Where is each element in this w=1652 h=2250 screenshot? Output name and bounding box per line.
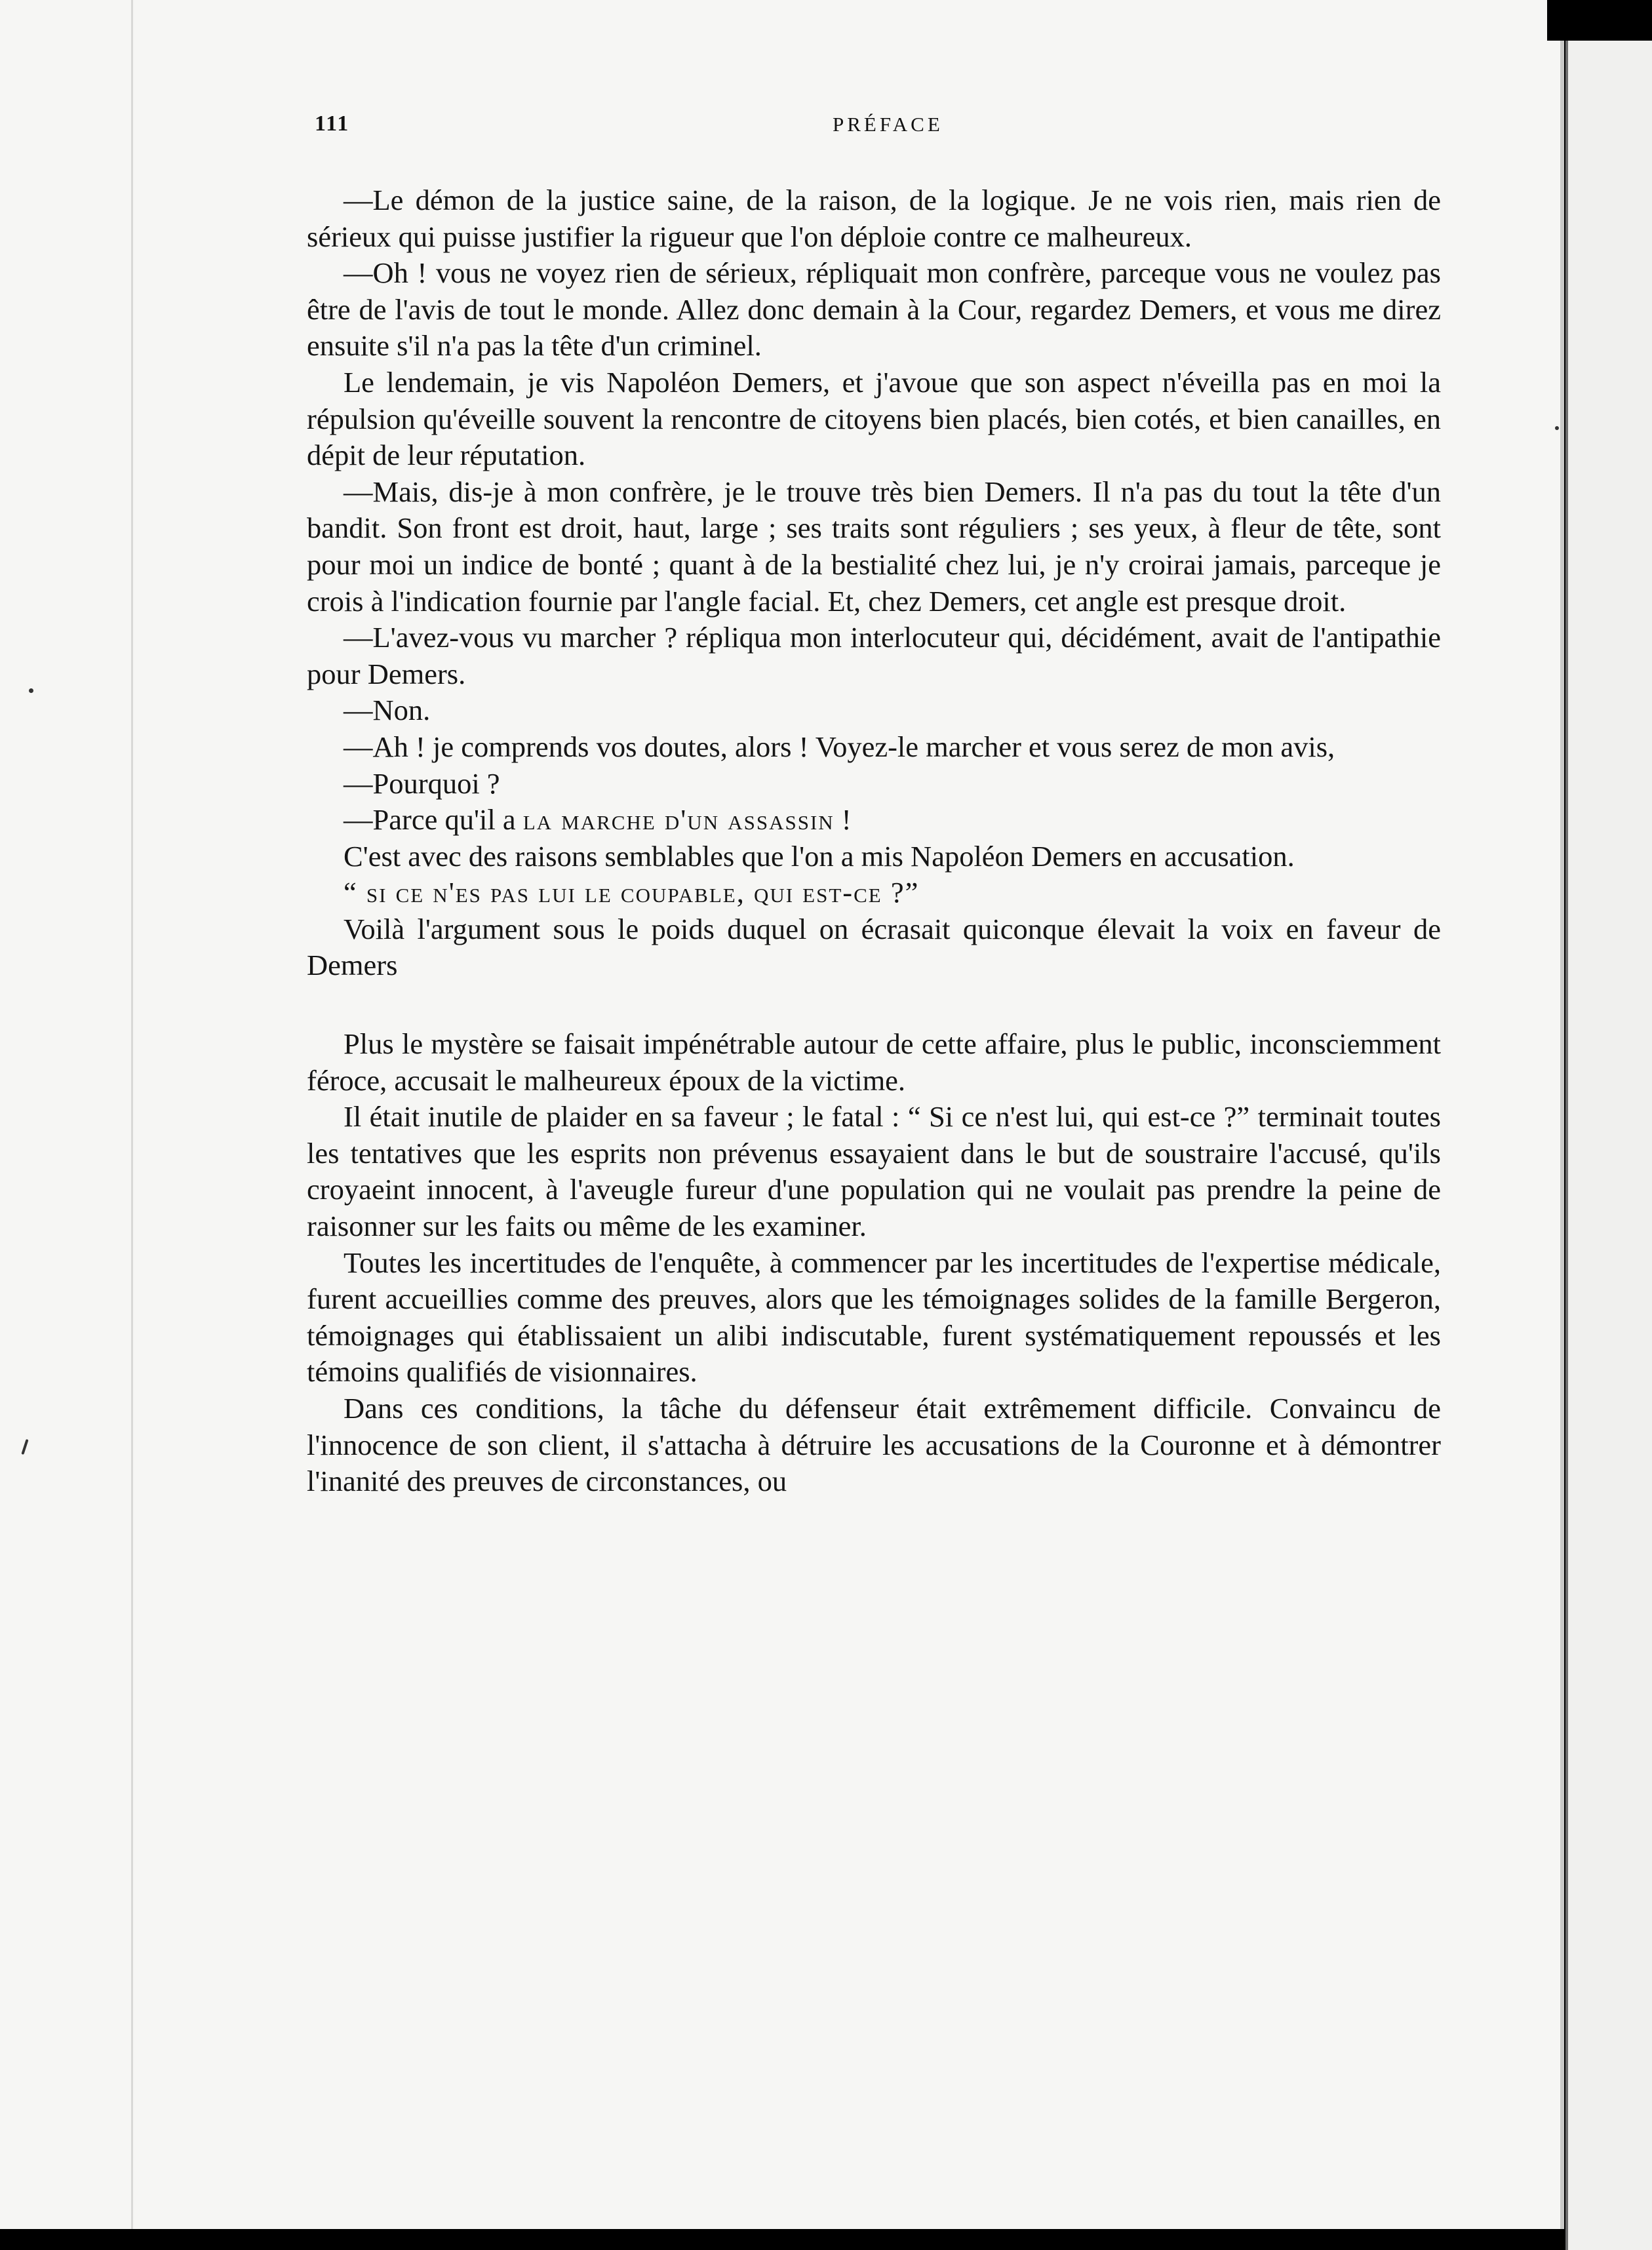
paragraph-text: —Non. xyxy=(344,694,431,727)
paragraph-text: Le lendemain, je vis Napoléon Demers, et j'avoue que son aspect n'éveilla pas en moi la répulsion qu'éveille souvent la rencontre de citoyens bien placés, bien cotés, et bien canailles, en dépit de leur réputation. xyxy=(307,365,1441,472)
paragraph xyxy=(307,911,1441,984)
paragraph xyxy=(307,729,1441,766)
body-text xyxy=(307,182,1441,1500)
paragraph xyxy=(307,875,1441,911)
paragraph xyxy=(307,766,1441,802)
running-header xyxy=(315,111,1429,151)
small-caps-text: la marche d'un assassin xyxy=(522,803,835,837)
paragraph xyxy=(307,182,1441,255)
page-edge-line xyxy=(131,0,133,2229)
paragraph-text: C'est avec des raisons semblables que l'on a mis Napoléon Demers en accusation. xyxy=(344,839,1295,873)
paragraph-text: —Pourquoi ? xyxy=(344,766,500,800)
paragraph-text: —Oh ! vous ne voyez rien de sérieux, répliquait mon confrère, parceque vous ne voulez pas être de l'avis de tout le monde. Allez donc demain à la Cour, regardez Demers, et vous me direz ensuite s'il n'a pas la tête d'un criminel. xyxy=(307,256,1441,363)
paragraph-text: —Parce qu'il a xyxy=(344,803,523,837)
paragraph-text: Il était inutile de plaider en sa faveur ; le fatal : “ Si ce n'est lui, qui est-ce ?” terminait toutes les tentatives que les esprits non prévenus essayaient dans le but de soustraire l'accusé, qu'ils croyaeint innocent, à l'aveugle fureur d'une population qui ne voulait pas prendre la peine de raisonner sur les faits ou même de les examiner. xyxy=(307,1100,1441,1243)
scan-corner xyxy=(1547,0,1652,41)
paragraph-text: —Mais, dis-je à mon confrère, je le trouve très bien Demers. Il n'a pas du tout la tête d'un bandit. Son front est droit, haut, large ; ses traits sont réguliers ; ses yeux, à fleur de tête, sont pour moi un indice de bonté ; quant à de la bestialité chez lui, je n'y croirai jamais, parceque je crois à l'indication fournie par l'angle facial. Et, chez Demers, cet angle est presque droit. xyxy=(307,475,1441,618)
paragraph-text: ! xyxy=(834,803,852,837)
running-title: PRÉFACE xyxy=(833,113,943,136)
scan-speck xyxy=(21,1439,28,1455)
paragraph xyxy=(307,839,1441,875)
paragraph xyxy=(307,692,1441,729)
paragraph-text: Plus le mystère se faisait impénétrable autour de cette affaire, plus le public, inconsciemment féroce, accusait le malheureux époux de la victime. xyxy=(307,1027,1441,1097)
paragraph xyxy=(307,1099,1441,1244)
paragraph-text: —L'avez-vous vu marcher ? répliqua mon interlocuteur qui, décidément, avait de l'antipathie pour Demers. xyxy=(307,621,1441,690)
paragraph xyxy=(307,365,1441,474)
paragraph xyxy=(307,1245,1441,1391)
paragraph-text: Voilà l'argument sous le poids duquel on écrasait quiconque élevait la voix en faveur de Demers xyxy=(307,912,1441,982)
scan-speck xyxy=(29,688,33,693)
paragraph-text: —Ah ! je comprends vos doutes, alors ! Voyez-le marcher et vous serez de mon avis, xyxy=(344,730,1335,763)
small-caps-text: “ si ce n'es pas lui le coupable, qui est-ce ?” xyxy=(344,876,920,909)
paragraph xyxy=(307,255,1441,365)
paragraph xyxy=(307,474,1441,620)
paragraph xyxy=(307,1391,1441,1500)
paragraph-text: Toutes les incertitudes de l'enquête, à commencer par les incertitudes de l'expertise médicale, furent accueillies comme des preuves, alors que les témoignages solides de la famille Bergeron, témoignages qui établissaient un alibi indiscutable, furent systématiquement repoussés et les témoins qualifiés de visionnaires. xyxy=(307,1246,1441,1389)
paragraph xyxy=(307,1026,1441,1099)
paragraph xyxy=(307,802,1441,839)
paragraph-text: Dans ces conditions, la tâche du défenseur était extrêmement difficile. Convaincu de l'innocence de son client, il s'attacha à détruire les accusations de la Couronne et à démontrer l'inanité des preuves de circonstances, ou xyxy=(307,1392,1441,1498)
scan-speck xyxy=(1555,426,1559,430)
adjacent-page-edge xyxy=(1565,39,1652,2250)
page-number: 111 xyxy=(315,111,350,136)
paragraph-text: —Le démon de la justice saine, de la raison, de la logique. Je ne vois rien, mais rien de sérieux qui puisse justifier la rigueur que l'on déploie contre ce malheureux. xyxy=(307,184,1441,253)
paragraph xyxy=(307,620,1441,692)
